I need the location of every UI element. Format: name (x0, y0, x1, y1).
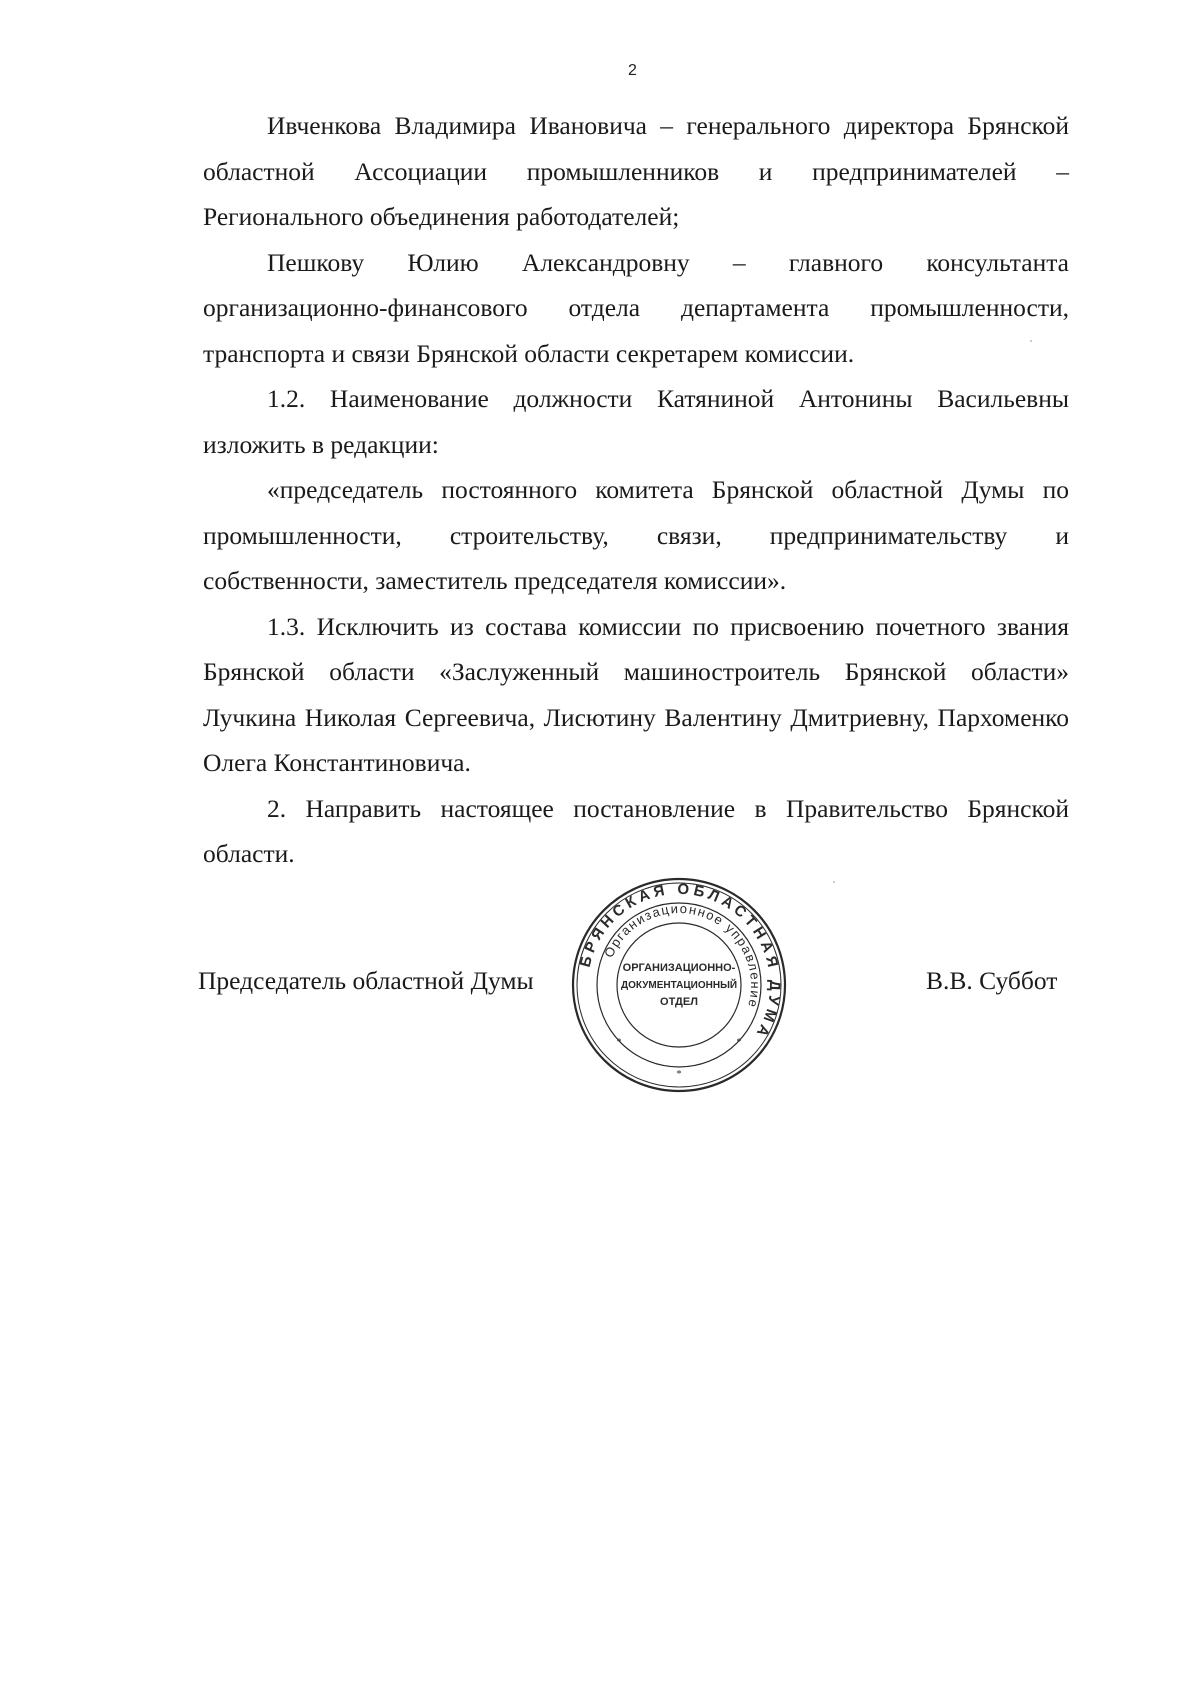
official-seal-stamp (571, 877, 787, 1093)
paragraph-new-title: «председатель постоянного комитета Брянской областной Думы по промышленности, строительству, связи, предпринимательству и собственности, заместитель председателя комиссии». (203, 475, 1069, 595)
signatory-position: Председатель областной Думы (198, 966, 534, 995)
seal-star-icon: * (616, 1037, 622, 1048)
seal-center-line-1: ОРГАНИЗАЦИОННО- (622, 962, 736, 974)
scan-speck (833, 881, 835, 883)
seal-center-line-3: ОТДЕЛ (660, 996, 698, 1008)
document-body (203, 103, 1069, 877)
seal-star-icon: * (676, 1069, 682, 1080)
paragraph-clause-1-2: 1.2. Наименование должности Катяниной Антонины Васильевны изложить в редакции: (203, 384, 1069, 459)
paragraph-clause-1-3: 1.3. Исключить из состава комиссии по присвоению почетного звания Брянской области «Заслуженный машиностроитель Брянской области» Лучкина Николая Сергеевича, Лисютину Валентину Дмитриевну, Пархоменко Олега Константиновича. (203, 611, 1069, 777)
seal-center-line-2: ДОКУМЕНТАЦИОННЫЙ (620, 980, 738, 991)
seal-outer-text: БРЯНСКАЯ ОБЛАСТНАЯ ДУМА (576, 880, 784, 1043)
scan-speck (1030, 340, 1032, 342)
page-number: 2 (628, 62, 637, 79)
seal-star-icon: * (736, 1037, 742, 1048)
paragraph-clause-2: 2. Направить настоящее постановление в Правительство Брянской области. (203, 793, 1069, 868)
signatory-name: В.В. Суббот (926, 966, 1058, 995)
seal-middle-text: Организационное управление (601, 900, 764, 1011)
paragraph-peshkova: Пешкову Юлию Александровну – главного консультанта организационно-финансового отдела департамента промышленности, транспорта и связи Брянской области секретарем комиссии. (203, 247, 1069, 368)
paragraph-ivchenkov: Ивченкова Владимира Ивановича – генерального директора Брянской областной Ассоциации промышленников и предпринимателей – Регионального объединения работодателей; (203, 111, 1069, 231)
